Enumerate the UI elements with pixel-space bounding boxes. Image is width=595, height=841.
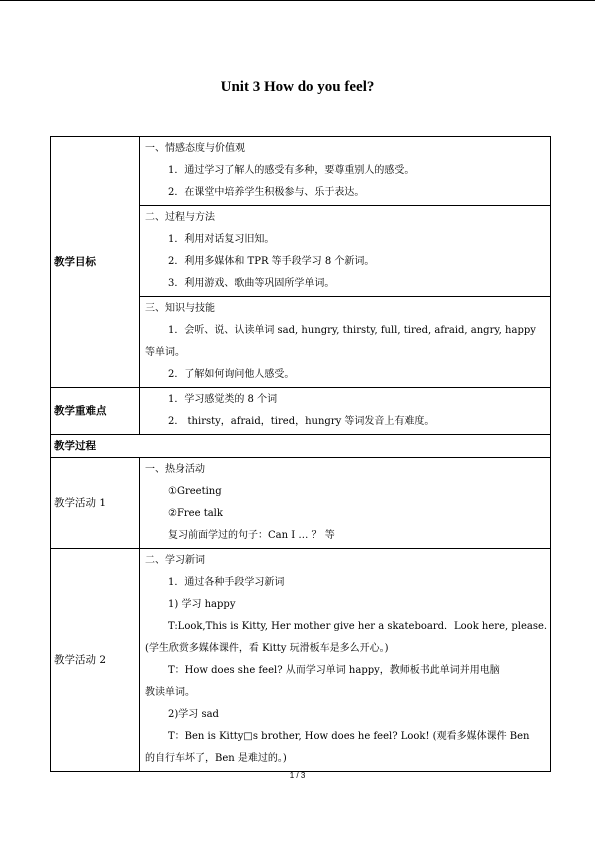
- happy-line-2: (学生欣赏多媒体课件，看 Kitty 玩滑板车是多么开心。): [145, 643, 389, 654]
- emotion-item-2: 2．在课堂中培养学生积极参与、乐于表达。: [168, 187, 365, 198]
- page-title: Unit 3 How do you feel?: [220, 79, 375, 95]
- activity2-sub-2: 2)学习 sad: [168, 709, 219, 720]
- process-item-3: 3．利用游戏、歌曲等巩固所学单词。: [168, 278, 335, 289]
- knowledge-item-1: 1．会听、说、认读单词 sad, hungry, thirsty, full, tired, afraid, angry, happy: [168, 325, 536, 336]
- happy-line-4: 教读单词。: [145, 687, 195, 698]
- lesson-plan-table: [50, 136, 551, 772]
- knowledge-item-2: 2．了解如何询问他人感受。: [168, 369, 295, 380]
- activity2-heading: 二、学习新词: [145, 555, 205, 566]
- activity1-review: 复习前面学过的句子：Can I … ？ 等: [168, 530, 335, 541]
- happy-line-1: T:Look,This is Kitty, Her mother give her a skateboard．Look here, please.: [168, 621, 548, 632]
- page-number: 1 / 3: [289, 771, 306, 780]
- key-points-label: 教学重难点: [51, 388, 140, 435]
- objectives-row-emotion: [51, 137, 551, 206]
- header-rule: [0, 0, 595, 1]
- activity1-label: 教学活动 1: [51, 458, 140, 549]
- objectives-label: 教学目标: [51, 137, 140, 388]
- happy-line-3: T：How does she feel? 从而学习单词 happy，教师板书此单词并用电脑: [168, 665, 500, 676]
- activity2-row: [51, 549, 551, 772]
- activity1-heading: 一、热身活动: [145, 464, 205, 475]
- key-point-2: 2． thirsty，afraid，tired，hungry 等词发音上有难度。: [168, 416, 435, 427]
- sad-line-1: T：Ben is Kitty□s brother, How does he feel? Look! (观看多媒体课件 Ben: [168, 731, 530, 742]
- activity2-label: 教学活动 2: [51, 549, 140, 772]
- key-points-row: [51, 388, 551, 435]
- activity2-sub-1: 1) 学习 happy: [168, 599, 236, 610]
- key-point-1: 1．学习感觉类的 8 个词: [168, 394, 278, 405]
- process-header: 教学过程: [51, 435, 551, 458]
- process-header-row: [51, 435, 551, 458]
- activity2-step-1: 1．通过各种手段学习新词: [168, 577, 285, 588]
- sad-line-2: 的自行车坏了，Ben 是难过的。): [145, 753, 287, 764]
- process-item-1: 1．利用对话复习旧知。: [168, 234, 275, 245]
- emotion-heading: 一、情感态度与价值观: [145, 143, 245, 154]
- activity1-row: [51, 458, 551, 549]
- knowledge-item-1-cont: 等单词。: [145, 347, 185, 358]
- process-item-2: 2．利用多媒体和 TPR 等手段学习 8 个新词。: [168, 256, 375, 267]
- activity1-item-2: ②Free talk: [168, 508, 223, 519]
- activity1-item-1: ①Greeting: [168, 486, 222, 497]
- emotion-item-1: 1．通过学习了解人的感受有多种，要尊重别人的感受。: [168, 165, 415, 176]
- knowledge-heading: 三、知识与技能: [145, 303, 215, 314]
- process-heading: 二、过程与方法: [145, 212, 215, 223]
